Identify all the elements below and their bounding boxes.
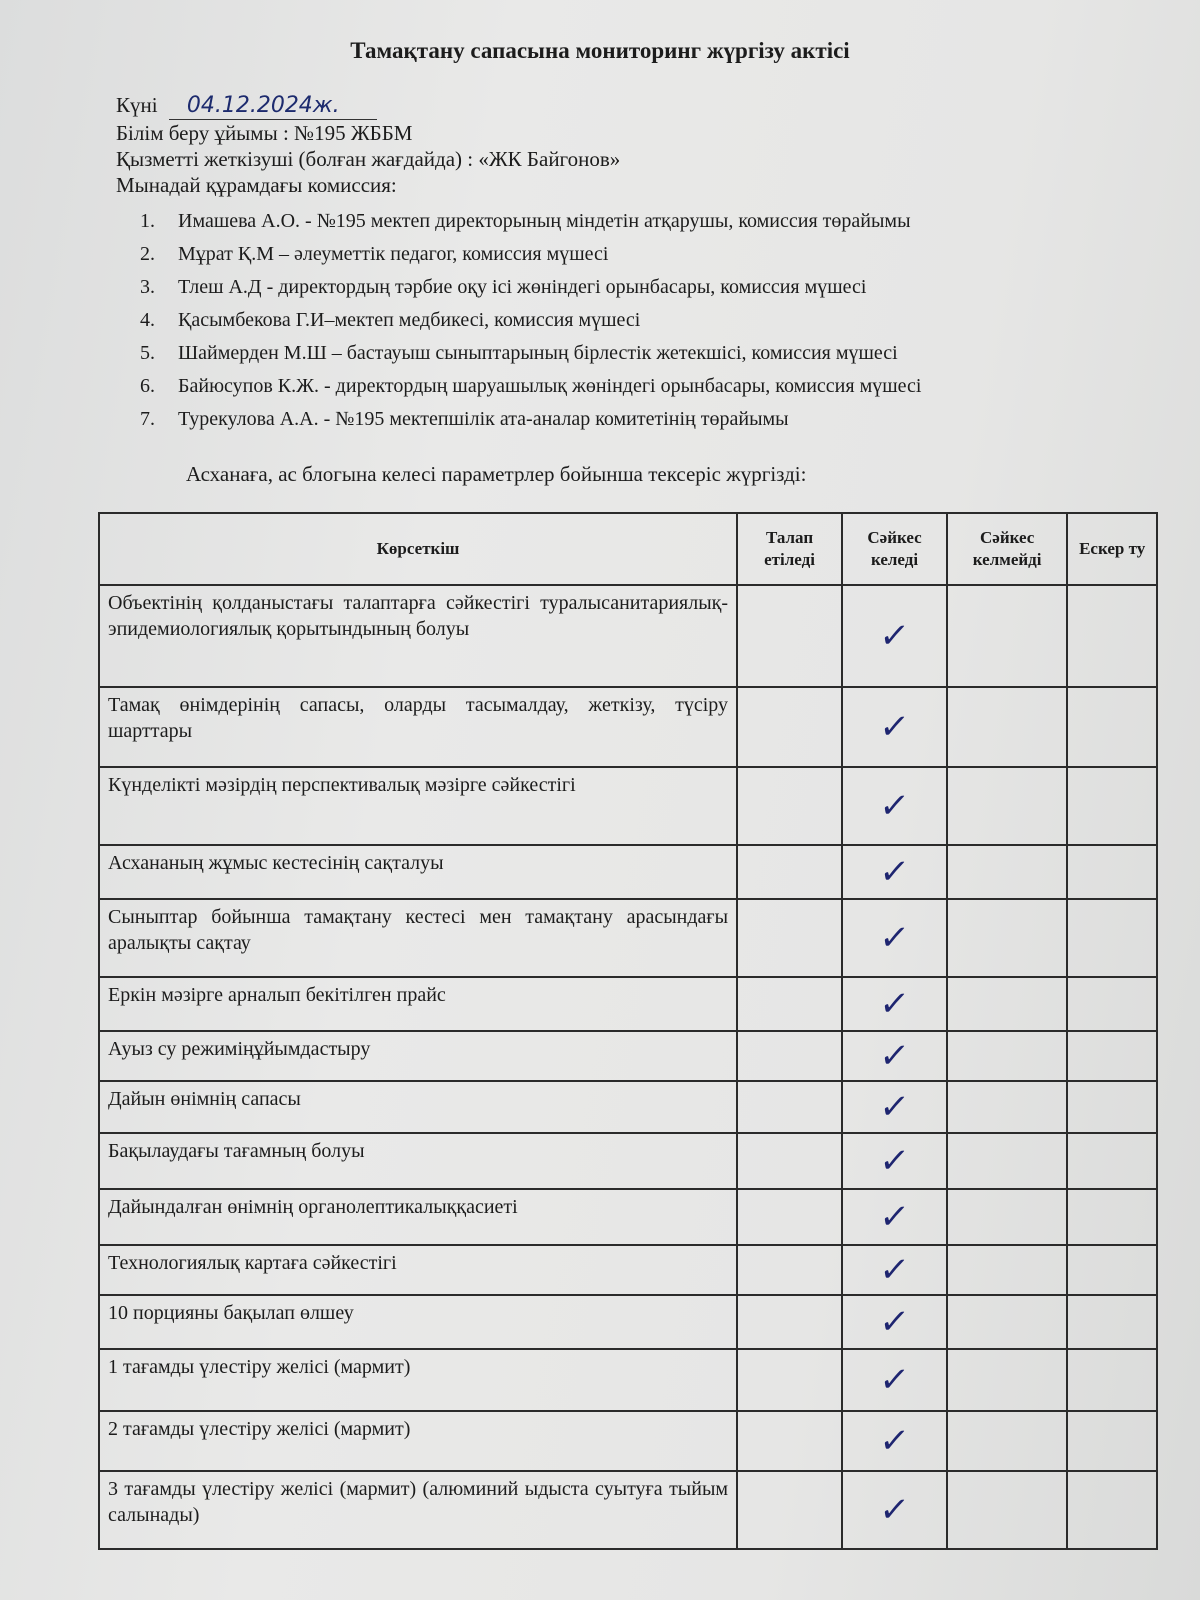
note-cell (1067, 585, 1157, 687)
table-row (99, 1471, 1157, 1549)
note-cell (1067, 1081, 1157, 1133)
list-item: 3. Тлеш А.Д - директордың тәрбие оқу ісі жөніндегі орынбасары, комиссия мүшесі (140, 276, 867, 298)
table-row (99, 1081, 1157, 1133)
compliant-cell (842, 977, 947, 1031)
required-cell (737, 585, 842, 687)
note-cell (1067, 1245, 1157, 1295)
list-item: 7. Турекулова А.А. - №195 мектепшілік ата-аналар комитетінің төрайымы (140, 408, 789, 430)
noncompliant-cell (947, 845, 1067, 899)
compliant-cell (842, 1295, 947, 1349)
table-row (99, 1189, 1157, 1245)
indicator-cell: Технологиялық картаға сәйкестігі (99, 1245, 737, 1295)
noncompliant-cell (947, 977, 1067, 1031)
required-cell (737, 1245, 842, 1295)
compliant-cell (842, 767, 947, 845)
required-cell (737, 899, 842, 977)
table-row (99, 1031, 1157, 1081)
check-icon: ✓ (877, 1490, 912, 1530)
noncompliant-cell (947, 1349, 1067, 1411)
required-cell (737, 1411, 842, 1471)
check-icon: ✓ (877, 616, 912, 656)
compliant-cell (842, 585, 947, 687)
table-row (99, 1245, 1157, 1295)
note-cell (1067, 687, 1157, 767)
required-cell (737, 1031, 842, 1081)
check-icon: ✓ (877, 1036, 912, 1076)
required-cell (737, 767, 842, 845)
indicator-cell: 10 порцияны бақылап өлшеу (99, 1295, 737, 1349)
compliant-cell (842, 1471, 947, 1549)
check-icon: ✓ (877, 707, 912, 747)
required-cell (737, 1133, 842, 1189)
handwritten-date: 04.12.2024ж. (169, 93, 377, 120)
noncompliant-cell (947, 585, 1067, 687)
required-cell (737, 1471, 842, 1549)
date-label: Күні (116, 93, 158, 117)
indicator-cell: Бақылаудағы тағамның болуы (99, 1133, 737, 1189)
header-indicator: Көрсеткіш (99, 513, 737, 585)
supplier-line: Қызметті жеткізуші (болған жағдайда) : «ЖК Байгонов» (116, 147, 621, 171)
note-cell (1067, 977, 1157, 1031)
compliant-cell (842, 1031, 947, 1081)
compliant-cell (842, 1189, 947, 1245)
indicator-cell: Күнделікті мәзірдің перспективалық мәзірге сәйкестігі (99, 767, 737, 845)
list-item: 5. Шаймерден М.Ш – бастауыш сыныптарының бірлестік жетекшісі, комиссия мүшесі (140, 342, 898, 364)
document-meta (116, 92, 620, 198)
noncompliant-cell (947, 899, 1067, 977)
commission-members-list (140, 205, 921, 436)
list-item: 4. Қасымбекова Г.И–мектеп медбикесі, комиссия мүшесі (140, 309, 641, 331)
noncompliant-cell (947, 1295, 1067, 1349)
required-cell (737, 1081, 842, 1133)
indicator-cell: Ауыз су режиміңұйымдастыру (99, 1031, 737, 1081)
inspection-intro: Асханаға, ас блогына келесі параметрлер бойынша тексеріс жүргізді: (186, 462, 807, 486)
indicator-cell: Дайындалған өнімнің органолептикалыққасиеті (99, 1189, 737, 1245)
header-noncompliant: Сәйкес келмейді (947, 513, 1067, 585)
indicator-cell: 3 тағамды үлестіру желісі (мармит) (алюминий ыдыста суытуға тыйым салынады) (99, 1471, 737, 1549)
table-row (99, 1411, 1157, 1471)
inspection-table (98, 512, 1158, 1550)
indicator-cell: Асхананың жұмыс кестесінің сақталуы (99, 845, 737, 899)
document-title: Тамақтану сапасына мониторинг жүргізу актісі (350, 38, 850, 63)
compliant-cell (842, 687, 947, 767)
compliant-cell (842, 899, 947, 977)
note-cell (1067, 1349, 1157, 1411)
indicator-cell: Еркін мәзірге арналып бекітілген прайс (99, 977, 737, 1031)
header-note: Ескер ту (1067, 513, 1157, 585)
note-cell (1067, 1471, 1157, 1549)
compliant-cell (842, 845, 947, 899)
check-icon: ✓ (877, 852, 912, 892)
list-item: 1. Имашева А.О. - №195 мектеп директорының міндетін атқарушы, комиссия төрайымы (140, 210, 911, 232)
check-icon: ✓ (877, 984, 912, 1024)
check-icon: ✓ (877, 1087, 912, 1127)
note-cell (1067, 899, 1157, 977)
check-icon: ✓ (877, 1360, 912, 1400)
check-icon: ✓ (877, 1141, 912, 1181)
list-item: 2. Мұрат Қ.М – әлеуметтік педагог, комиссия мүшесі (140, 243, 609, 265)
check-icon: ✓ (877, 786, 912, 826)
compliant-cell (842, 1245, 947, 1295)
noncompliant-cell (947, 1081, 1067, 1133)
noncompliant-cell (947, 1471, 1067, 1549)
check-icon: ✓ (877, 1421, 912, 1461)
table-row (99, 845, 1157, 899)
check-icon: ✓ (877, 918, 912, 958)
compliant-cell (842, 1081, 947, 1133)
date-line (116, 92, 620, 120)
required-cell (737, 977, 842, 1031)
required-cell (737, 1295, 842, 1349)
commission-label: Мынадай құрамдағы комиссия: (116, 173, 397, 197)
note-cell (1067, 1411, 1157, 1471)
table-row (99, 687, 1157, 767)
indicator-cell: 2 тағамды үлестіру желісі (мармит) (99, 1411, 737, 1471)
note-cell (1067, 767, 1157, 845)
indicator-cell: Объектінің қолданыстағы талаптарға сәйкестігі туралысанитариялық-эпидемиологиялық қорытындының болуы (99, 585, 737, 687)
note-cell (1067, 1189, 1157, 1245)
noncompliant-cell (947, 767, 1067, 845)
noncompliant-cell (947, 1189, 1067, 1245)
table-row (99, 1295, 1157, 1349)
indicator-cell: Сыныптар бойынша тамақтану кестесі мен тамақтану арасындағы аралықты сақтау (99, 899, 737, 977)
noncompliant-cell (947, 1133, 1067, 1189)
noncompliant-cell (947, 1245, 1067, 1295)
note-cell (1067, 1295, 1157, 1349)
table-row (99, 1133, 1157, 1189)
table-row (99, 1349, 1157, 1411)
compliant-cell (842, 1349, 947, 1411)
noncompliant-cell (947, 687, 1067, 767)
organization-line: Білім беру ұйымы : №195 ЖББМ (116, 121, 413, 145)
check-icon: ✓ (877, 1302, 912, 1342)
required-cell (737, 1189, 842, 1245)
note-cell (1067, 845, 1157, 899)
required-cell (737, 687, 842, 767)
indicator-cell: Дайын өнімнің сапасы (99, 1081, 737, 1133)
indicator-cell: Тамақ өнімдерінің сапасы, оларды тасымалдау, жеткізу, түсіру шарттары (99, 687, 737, 767)
noncompliant-cell (947, 1411, 1067, 1471)
note-cell (1067, 1031, 1157, 1081)
table-row (99, 585, 1157, 687)
indicator-cell: 1 тағамды үлестіру желісі (мармит) (99, 1349, 737, 1411)
table-row (99, 767, 1157, 845)
required-cell (737, 845, 842, 899)
compliant-cell (842, 1133, 947, 1189)
compliant-cell (842, 1411, 947, 1471)
note-cell (1067, 1133, 1157, 1189)
required-cell (737, 1349, 842, 1411)
table-row (99, 977, 1157, 1031)
check-icon: ✓ (877, 1250, 912, 1290)
table-header-row (99, 513, 1157, 585)
table-row (99, 899, 1157, 977)
check-icon: ✓ (877, 1197, 912, 1237)
header-required: Талап етіледі (737, 513, 842, 585)
header-compliant: Сәйкес келеді (842, 513, 947, 585)
list-item: 6. Байюсупов К.Ж. - директордың шаруашылық жөніндегі орынбасары, комиссия мүшесі (140, 375, 922, 397)
noncompliant-cell (947, 1031, 1067, 1081)
